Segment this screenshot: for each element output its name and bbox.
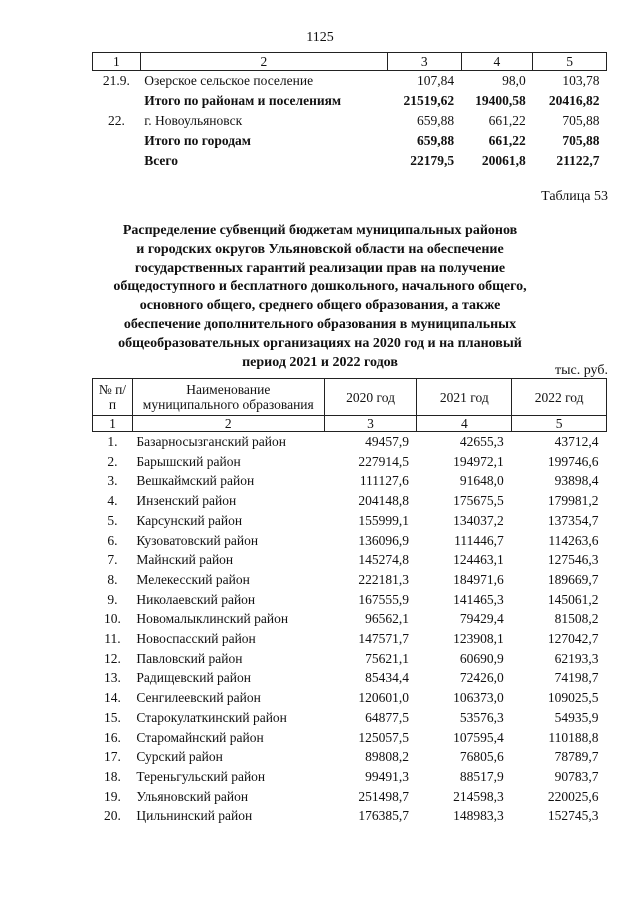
unit-label: тыс. руб. bbox=[555, 363, 608, 378]
column-number-row bbox=[93, 416, 607, 432]
row-name: г. Новоульяновск bbox=[144, 113, 243, 128]
value-2022: 145061,2 bbox=[547, 591, 599, 607]
value-2021: 72426,0 bbox=[459, 670, 504, 686]
row-number: 21.9. bbox=[102, 73, 130, 88]
district-name: Вешкаймский район bbox=[136, 473, 255, 489]
value-2020: 136096,9 bbox=[358, 532, 409, 548]
value-2021: 111446,7 bbox=[454, 532, 504, 548]
value-2021: 60690,9 bbox=[459, 650, 504, 666]
row-number: 13. bbox=[104, 670, 121, 686]
table-row bbox=[93, 570, 607, 590]
value-2022: 103,78 bbox=[562, 73, 600, 88]
value-2021: 91648,0 bbox=[459, 473, 504, 489]
table-row bbox=[93, 432, 607, 452]
row-number: 18. bbox=[104, 768, 121, 784]
table-row bbox=[93, 688, 607, 708]
value-2022: 81508,2 bbox=[554, 611, 599, 627]
district-name: Кузоватовский район bbox=[136, 532, 259, 548]
row-number: 19. bbox=[104, 788, 121, 804]
row-number: 6. bbox=[107, 532, 118, 548]
value-2020: 120601,0 bbox=[358, 690, 409, 706]
value-2020: 659,88 bbox=[416, 113, 455, 128]
value-2022: 189669,7 bbox=[547, 571, 599, 587]
value-2020: 125057,5 bbox=[358, 729, 409, 745]
column-number: 3 bbox=[324, 416, 417, 432]
value-2021: 124463,1 bbox=[453, 552, 504, 568]
row-number bbox=[93, 91, 141, 111]
value-2021: 19400,58 bbox=[475, 93, 526, 108]
district-name: Николаевский район bbox=[136, 591, 256, 607]
value-2020: 167555,9 bbox=[358, 591, 409, 607]
value-2022: 78789,7 bbox=[554, 749, 599, 765]
value-2020: 222181,3 bbox=[358, 571, 409, 587]
value-2022: 137354,7 bbox=[547, 512, 599, 528]
district-name: Старомайнский район bbox=[136, 729, 264, 745]
value-2022: 43712,4 bbox=[554, 434, 599, 449]
value-2021: 20061,8 bbox=[481, 153, 526, 168]
value-2021: 134037,2 bbox=[453, 512, 504, 528]
district-name: Мелекесский район bbox=[136, 571, 250, 587]
row-name: Озерское сельское поселение bbox=[144, 73, 314, 88]
district-name: Старокулаткинский район bbox=[136, 709, 287, 725]
value-2021: 184971,6 bbox=[453, 571, 504, 587]
value-2022: 199746,6 bbox=[547, 453, 599, 469]
subvention-table bbox=[92, 378, 607, 826]
table-row bbox=[93, 668, 607, 688]
table-row bbox=[93, 649, 607, 669]
value-2020: 64877,5 bbox=[365, 709, 409, 725]
value-2022: 109025,5 bbox=[547, 690, 599, 706]
row-number: 5. bbox=[107, 512, 118, 528]
value-2022: 152745,3 bbox=[547, 808, 599, 824]
row-name: Итого по районам и поселениям bbox=[144, 93, 342, 108]
table-row bbox=[93, 491, 607, 511]
table-row bbox=[93, 728, 607, 748]
column-number-row bbox=[93, 53, 607, 71]
value-2021: 79429,4 bbox=[459, 611, 504, 627]
table-row bbox=[93, 131, 607, 151]
value-2021: 53576,3 bbox=[459, 709, 504, 725]
value-2022: 21122,7 bbox=[556, 153, 600, 168]
row-number: 22. bbox=[107, 113, 125, 128]
header-2020: 2020 год bbox=[324, 379, 417, 416]
row-number: 1. bbox=[107, 434, 118, 449]
value-2020: 145274,8 bbox=[358, 552, 409, 568]
subvention-table-body bbox=[93, 432, 607, 827]
continued-table-body bbox=[93, 53, 607, 172]
value-2021: 175675,5 bbox=[453, 493, 504, 509]
header-row bbox=[93, 379, 607, 416]
district-name: Сурский район bbox=[136, 749, 223, 765]
column-number: 5 bbox=[512, 416, 607, 432]
column-number: 2 bbox=[132, 416, 324, 432]
table-row bbox=[93, 71, 607, 92]
row-number: 10. bbox=[104, 611, 121, 627]
row-number: 17. bbox=[104, 749, 121, 765]
row-number: 20. bbox=[104, 808, 121, 824]
row-number bbox=[93, 151, 141, 171]
district-name: Майнский район bbox=[136, 552, 234, 568]
district-name: Тереньгульский район bbox=[136, 768, 266, 784]
header-name: Наименование муниципального образования bbox=[132, 379, 324, 416]
value-2020: 111127,6 bbox=[359, 473, 409, 489]
table-row bbox=[93, 747, 607, 767]
table-row bbox=[93, 111, 607, 131]
value-2021: 106373,0 bbox=[453, 690, 504, 706]
table-row bbox=[93, 471, 607, 491]
column-number: 1 bbox=[93, 53, 141, 71]
district-name: Сенгилеевский район bbox=[136, 690, 261, 706]
district-name: Новомалыклинский район bbox=[136, 611, 289, 627]
district-name: Карсунский район bbox=[136, 512, 243, 528]
district-name: Павловский район bbox=[136, 650, 243, 666]
table-row bbox=[93, 767, 607, 787]
row-number: 7. bbox=[107, 552, 118, 568]
table-row bbox=[93, 590, 607, 610]
value-2022: 93898,4 bbox=[554, 473, 599, 489]
value-2020: 99491,3 bbox=[365, 768, 409, 784]
value-2021: 123908,1 bbox=[453, 631, 504, 647]
value-2021: 194972,1 bbox=[453, 453, 504, 469]
value-2022: 20416,82 bbox=[548, 93, 600, 108]
value-2020: 147571,7 bbox=[358, 631, 409, 647]
district-name: Базарносызганский район bbox=[136, 434, 286, 449]
table-row bbox=[93, 91, 607, 111]
value-2021: 42655,3 bbox=[459, 434, 504, 449]
value-2022: 179981,2 bbox=[547, 493, 599, 509]
header-2021: 2021 год bbox=[417, 379, 512, 416]
value-2021: 661,22 bbox=[488, 113, 526, 128]
value-2020: 227914,5 bbox=[358, 453, 409, 469]
row-name: Всего bbox=[144, 153, 178, 168]
value-2021: 141465,3 bbox=[453, 591, 504, 607]
value-2022: 127546,3 bbox=[547, 552, 599, 568]
value-2020: 85434,4 bbox=[365, 670, 409, 686]
row-number: 15. bbox=[104, 709, 121, 725]
district-name: Инзенский район bbox=[136, 493, 237, 509]
value-2022: 127042,7 bbox=[547, 631, 599, 647]
value-2022: 705,88 bbox=[562, 113, 600, 128]
row-name: Итого по городам bbox=[144, 133, 251, 148]
row-number: 12. bbox=[104, 650, 121, 666]
value-2022: 90783,7 bbox=[554, 768, 599, 784]
table-row bbox=[93, 787, 607, 807]
column-number: 1 bbox=[93, 416, 133, 432]
value-2021: 98,0 bbox=[502, 73, 526, 88]
value-2021: 661,22 bbox=[488, 133, 526, 148]
value-2020: 75621,1 bbox=[365, 650, 409, 666]
row-number: 14. bbox=[104, 690, 121, 706]
district-name: Радищевский район bbox=[136, 670, 251, 686]
value-2021: 107595,4 bbox=[453, 729, 504, 745]
value-2020: 204148,8 bbox=[358, 493, 409, 509]
table-row bbox=[93, 708, 607, 728]
continued-table bbox=[92, 52, 607, 171]
value-2020: 659,88 bbox=[416, 133, 455, 148]
district-name: Цильнинский район bbox=[136, 808, 253, 824]
value-2020: 21519,62 bbox=[403, 93, 455, 108]
value-2021: 88517,9 bbox=[459, 768, 504, 784]
row-number: 3. bbox=[107, 473, 118, 489]
row-number: 16. bbox=[104, 729, 121, 745]
row-number: 2. bbox=[107, 453, 118, 469]
district-name: Ульяновский район bbox=[136, 788, 249, 804]
header-number: № п/п bbox=[93, 379, 133, 416]
column-number: 2 bbox=[140, 53, 387, 71]
table-row bbox=[93, 550, 607, 570]
value-2022: 110188,8 bbox=[548, 729, 599, 745]
district-name: Барышский район bbox=[136, 453, 241, 469]
value-2020: 22179,5 bbox=[410, 153, 455, 168]
value-2020: 155999,1 bbox=[358, 512, 409, 528]
column-number: 4 bbox=[417, 416, 512, 432]
value-2022: 54935,9 bbox=[554, 709, 599, 725]
table-row bbox=[93, 151, 607, 171]
value-2022: 62193,3 bbox=[554, 650, 599, 666]
value-2022: 705,88 bbox=[562, 133, 600, 148]
row-number: 11. bbox=[104, 631, 121, 647]
page-number: 1125 bbox=[306, 30, 334, 45]
value-2022: 114263,6 bbox=[548, 532, 599, 548]
value-2020: 89808,2 bbox=[365, 749, 409, 765]
table-row bbox=[93, 629, 607, 649]
district-name: Новоспасский район bbox=[136, 631, 256, 647]
row-number: 4. bbox=[107, 493, 118, 509]
column-number: 4 bbox=[461, 53, 533, 71]
table-row bbox=[93, 452, 607, 472]
table-label: Таблица 53 bbox=[541, 189, 608, 204]
value-2020: 251498,7 bbox=[358, 788, 409, 804]
value-2020: 96562,1 bbox=[365, 611, 409, 627]
table-heading: Распределение субвенций бюджетам муниципальных районов и городских округов Ульяновской области на обеспечение государственных гарантий реализации прав на получение общедоступного и бесплатного дошкольного, начального общего, основного общего, среднего общего образования, а также обеспечение дополнительного образования в муниципальных общеобразовательных организациях на 2020 год и на плановый период 2021 и 2022 годов bbox=[113, 223, 527, 370]
column-number: 5 bbox=[533, 53, 607, 71]
table-row bbox=[93, 609, 607, 629]
value-2021: 214598,3 bbox=[453, 788, 504, 804]
table-row bbox=[93, 511, 607, 531]
row-number: 9. bbox=[107, 591, 118, 607]
value-2022: 220025,6 bbox=[547, 788, 599, 804]
value-2020: 49457,9 bbox=[365, 434, 409, 449]
table-row bbox=[93, 806, 607, 826]
value-2021: 76805,6 bbox=[459, 749, 504, 765]
table-row bbox=[93, 531, 607, 551]
value-2020: 176385,7 bbox=[358, 808, 409, 824]
row-number bbox=[93, 131, 141, 151]
value-2020: 107,84 bbox=[416, 73, 455, 88]
column-number: 3 bbox=[387, 53, 461, 71]
value-2022: 74198,7 bbox=[554, 670, 599, 686]
header-2022: 2022 год bbox=[512, 379, 607, 416]
value-2021: 148983,3 bbox=[453, 808, 504, 824]
row-number: 8. bbox=[107, 571, 118, 587]
